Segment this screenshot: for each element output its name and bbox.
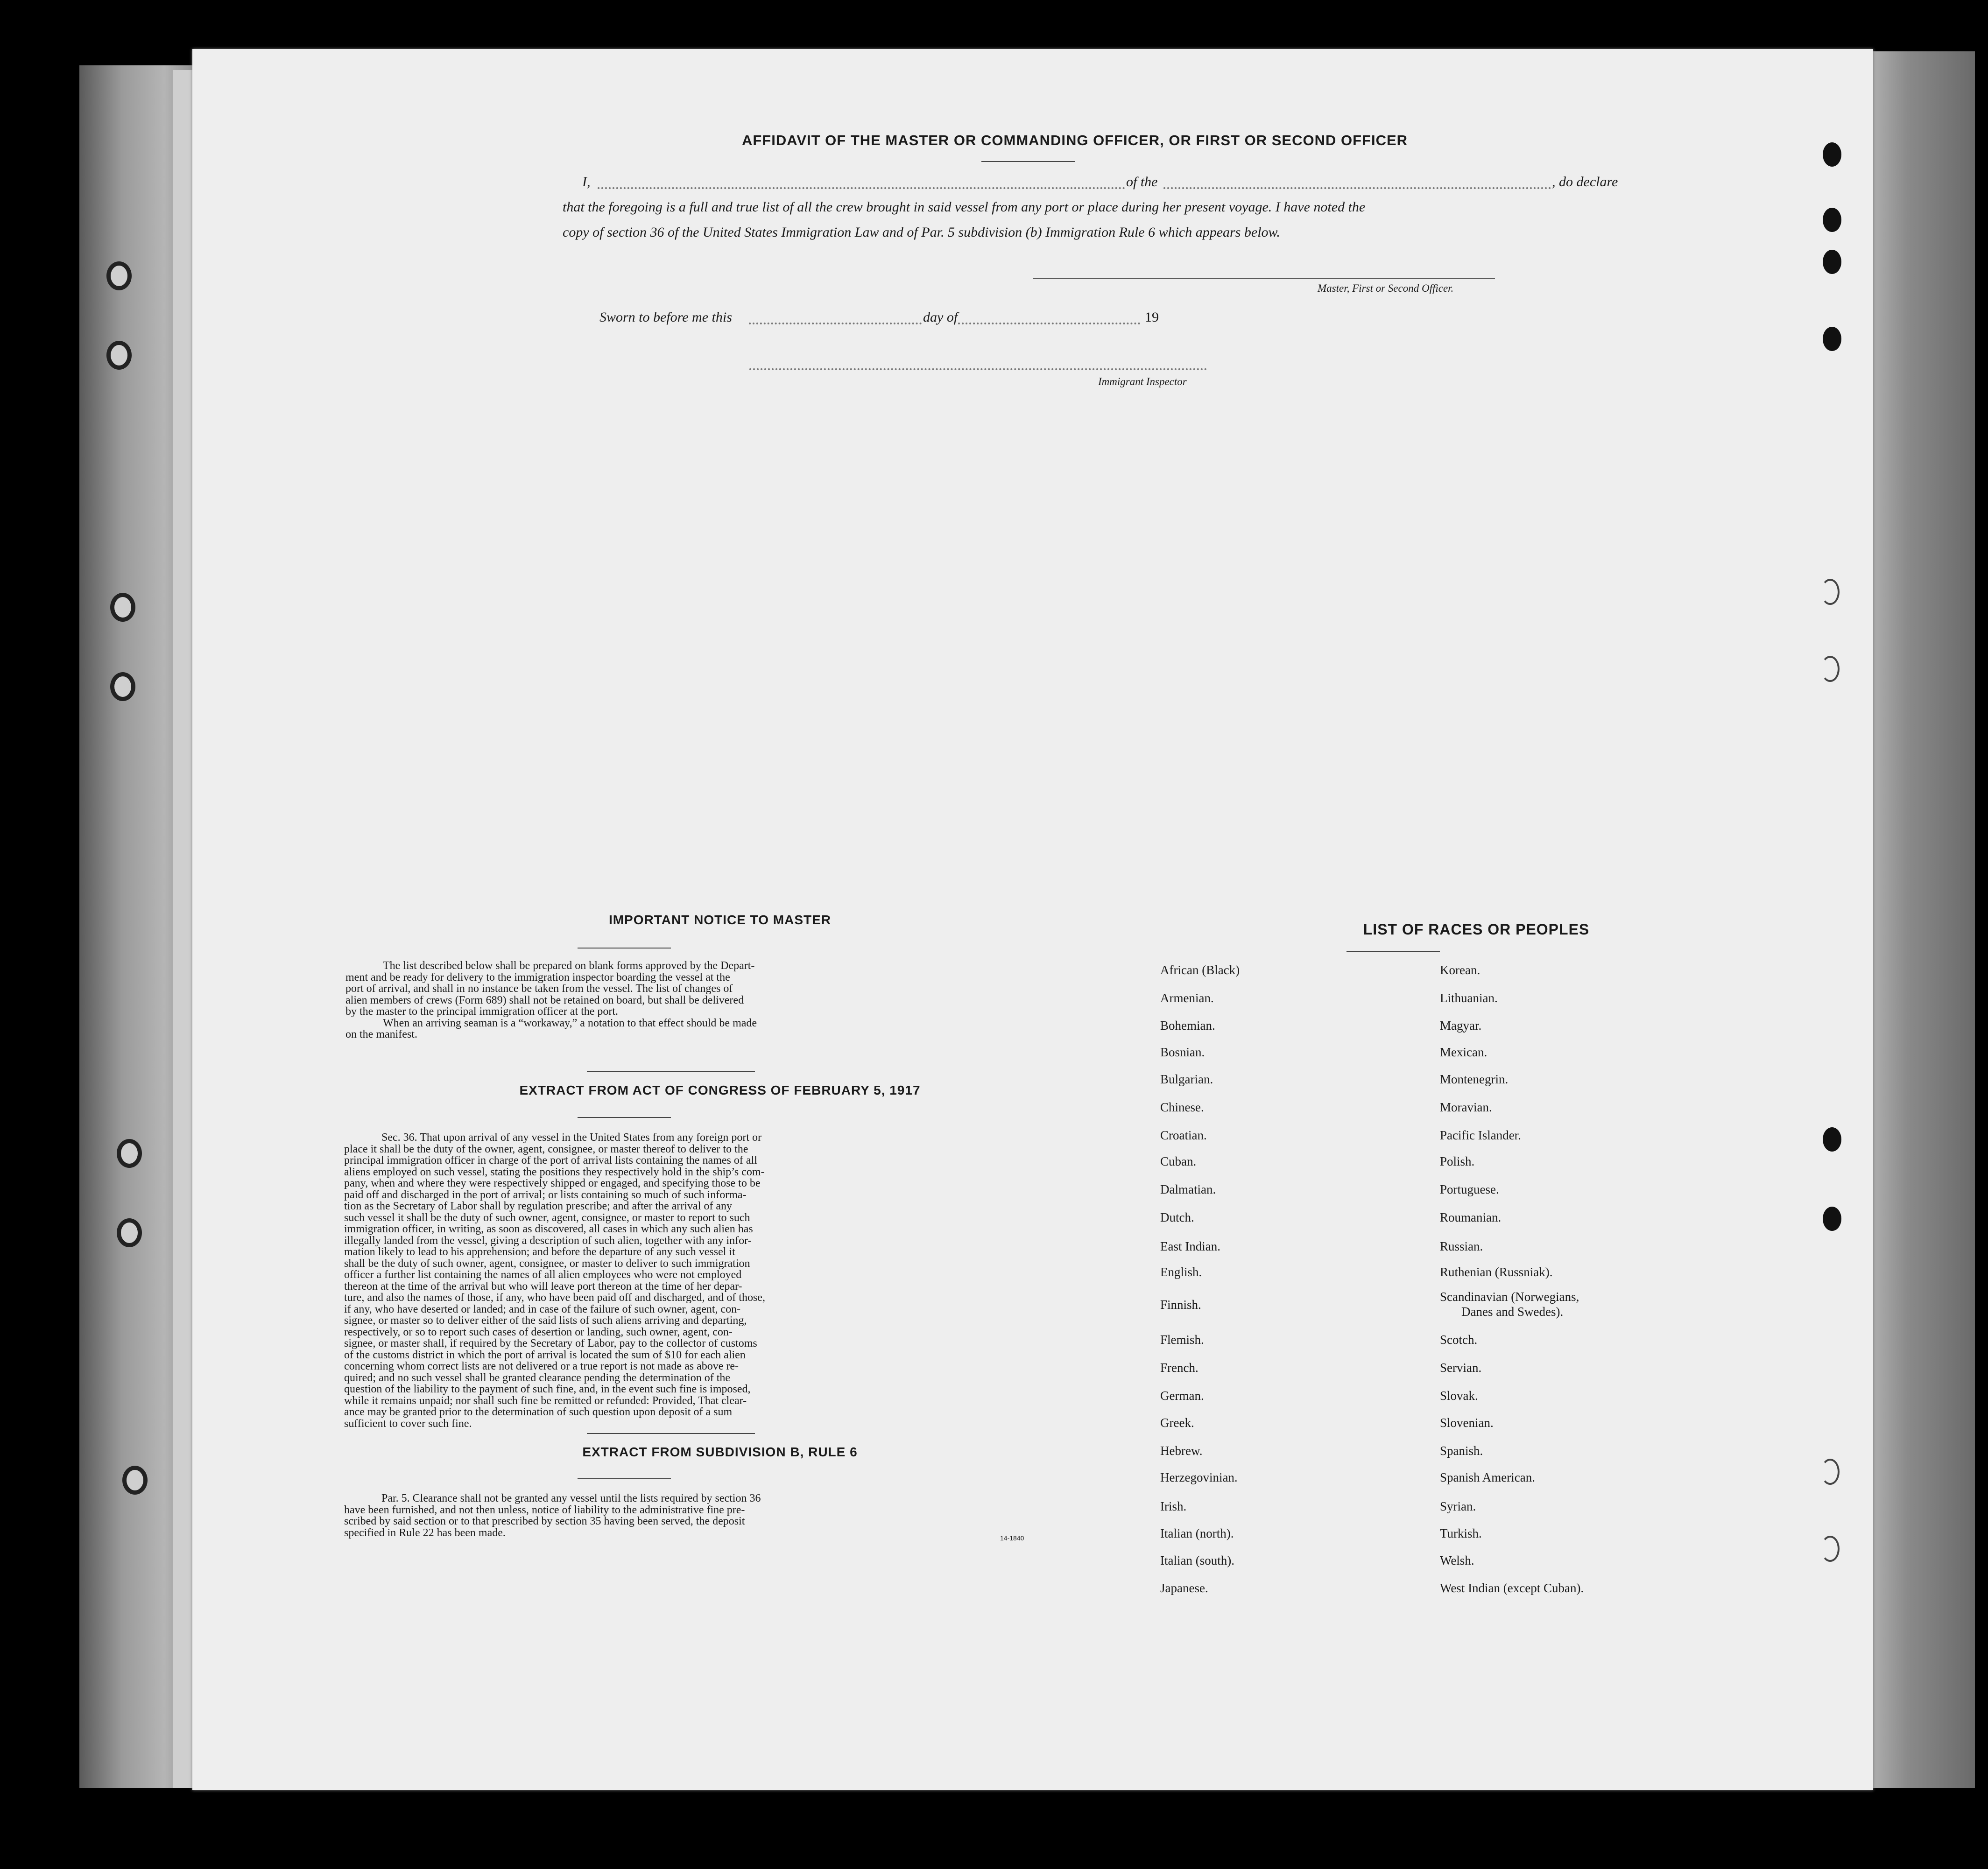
punch-hole-icon — [1823, 142, 1841, 167]
binder-ring-icon — [110, 593, 135, 622]
act-line: thereon at the time of the arrival but who will leave port thereon at the time of her depar- — [344, 1280, 742, 1293]
punch-hole-icon — [1821, 656, 1840, 682]
act-line: mation likely to lead to his apprehension; and before the departure of any such vessel it — [344, 1246, 735, 1258]
punch-hole-icon — [1823, 327, 1841, 351]
binder-ring-icon — [117, 1218, 142, 1247]
act-line: sufficient to cover such fine. — [344, 1417, 472, 1430]
act-line: while it remains unpaid; nor shall such fine be remitted or refunded: Provided, That clear- — [344, 1394, 747, 1407]
race-item: Dutch. — [1160, 1210, 1194, 1224]
act-line: immigration officer, in writing, as soon as discovered, all cases in which any such alien has — [344, 1223, 753, 1235]
sworn-year: 19 — [1145, 309, 1159, 325]
divider — [981, 161, 1075, 162]
race-item: Italian (north). — [1160, 1526, 1234, 1540]
race-item: Moravian. — [1440, 1100, 1492, 1114]
races-title: LIST OF RACES OR PEOPLES — [1363, 921, 1590, 938]
race-item: Bohemian. — [1160, 1019, 1215, 1033]
race-item: Russian. — [1440, 1239, 1483, 1253]
sworn-month-blank[interactable] — [958, 323, 1140, 324]
race-item: Cuban. — [1160, 1154, 1197, 1168]
act-line: place it shall be the duty of the owner, agent, consignee, or master thereof to deliver to the — [344, 1143, 748, 1155]
punch-hole-icon — [1823, 1127, 1841, 1152]
act-line: concerning whom correct lists are not delivered or a true report is not made as above re- — [344, 1360, 739, 1372]
race-item: Scotch. — [1440, 1333, 1478, 1347]
act-line: tion as the Secretary of Labor shall by regulation prescribe; and after the arrival of any — [344, 1200, 732, 1212]
divider — [578, 1478, 671, 1479]
act-line: pany, when and where they were respectively shipped or engaged, and specifying those to be — [344, 1177, 761, 1189]
act-line: paid off and discharged in the port of arrival; or lists containing so much of such informa- — [344, 1188, 747, 1201]
binder-edge-right — [1863, 51, 1975, 1788]
punch-hole-icon — [1823, 1207, 1841, 1231]
race-item-continuation: Danes and Swedes). — [1461, 1305, 1564, 1319]
binder-ring-icon — [110, 672, 135, 701]
act-line: respectively, or so to report such cases of desertion or landing, such owner, agent, con- — [344, 1326, 733, 1338]
race-item: Slovak. — [1440, 1389, 1478, 1403]
race-item: Syrian. — [1440, 1499, 1476, 1513]
race-item: Bulgarian. — [1160, 1072, 1213, 1086]
binder-ring-icon — [122, 1466, 148, 1495]
race-item: Mexican. — [1440, 1045, 1487, 1059]
extract-act-title: EXTRACT FROM ACT OF CONGRESS OF FEBRUARY 5, 1917 — [519, 1083, 921, 1097]
race-item: Hebrew. — [1160, 1444, 1203, 1458]
race-item: Herzegovinian. — [1160, 1470, 1238, 1484]
race-item: Magyar. — [1440, 1019, 1482, 1033]
affidavit-i: I, — [582, 174, 591, 190]
race-item: West Indian (except Cuban). — [1440, 1581, 1584, 1595]
race-item: Spanish American. — [1440, 1470, 1535, 1484]
notice-line: ment and be ready for delivery to the immigration inspector boarding the vessel at the — [345, 971, 730, 984]
act-line: ture, and also the names of those, if any, who have been paid off and discharged, and of those, — [344, 1292, 765, 1304]
race-item: Polish. — [1440, 1154, 1475, 1168]
act-line: question of the liability to the payment of such fine, and, in the event such fine is imposed, — [344, 1383, 751, 1395]
race-item: Dalmatian. — [1160, 1182, 1216, 1196]
act-line: Sec. 36. That upon arrival of any vessel in the United States from any foreign port or — [381, 1131, 762, 1144]
race-item: Montenegrin. — [1440, 1072, 1509, 1086]
divider — [1346, 951, 1440, 952]
extract-rule-title: EXTRACT FROM SUBDIVISION B, RULE 6 — [582, 1445, 858, 1459]
binder-ring-icon — [106, 341, 132, 370]
punch-hole-icon — [1821, 579, 1840, 605]
race-item: Italian (south). — [1160, 1553, 1234, 1567]
sworn-day-blank[interactable] — [749, 323, 922, 324]
race-item: Japanese. — [1160, 1581, 1208, 1595]
sworn-day-of: day of — [923, 309, 958, 325]
rule-line: specified in Rule 22 has been made. — [344, 1526, 506, 1539]
punch-hole-icon — [1821, 1459, 1840, 1485]
race-item: Pacific Islander. — [1440, 1128, 1521, 1142]
affidavit-title: AFFIDAVIT OF THE MASTER OR COMMANDING OFFICER, OR FIRST OR SECOND OFFICER — [741, 132, 1408, 148]
race-item: East Indian. — [1160, 1239, 1220, 1253]
race-item: Finnish. — [1160, 1298, 1201, 1312]
race-item: African (Black) — [1160, 963, 1240, 977]
notice-line: When an arriving seaman is a “workaway,” a notation to that effect should be made — [383, 1017, 757, 1029]
affidavit-line-2: that the foregoing is a full and true list of all the crew brought in said vessel from any port or place during her present voyage. I have noted the — [563, 199, 1366, 215]
race-item: Armenian. — [1160, 991, 1214, 1005]
race-item: Chinese. — [1160, 1100, 1204, 1114]
act-line: aliens employed on such vessel, stating the positions they respectively hold in the ship’s com- — [344, 1166, 765, 1178]
affidavit-line-3: copy of section 36 of the United States Immigration Law and of Par. 5 subdivision (b) Immigration Rule 6 which appears below. — [563, 225, 1280, 240]
race-item: Spanish. — [1440, 1444, 1483, 1458]
act-line: such vessel it shall be the duty of such owner, agent, consignee, or master to report to such — [344, 1211, 750, 1224]
vessel-blank[interactable] — [1163, 187, 1551, 189]
race-item: Flemish. — [1160, 1333, 1204, 1347]
race-item: Slovenian. — [1440, 1416, 1494, 1430]
sworn-prefix: Sworn to before me this — [599, 309, 732, 325]
binder-ring-icon — [117, 1139, 142, 1168]
race-item: Roumanian. — [1440, 1210, 1502, 1224]
name-blank[interactable] — [598, 187, 1125, 189]
notice-line: on the manifest. — [345, 1028, 417, 1040]
act-line: signee, or master shall, if required by the Secretary of Labor, pay to the collector of customs — [344, 1337, 757, 1349]
act-line: quired; and no such vessel shall be granted clearance pending the determination of the — [344, 1371, 731, 1384]
act-line: shall be the duty of such owner, agent, consignee, or master to deliver to such immigration — [344, 1257, 750, 1270]
race-item: Servian. — [1440, 1361, 1482, 1375]
notice-line: alien members of crews (Form 689) shall not be retained on board, but shall be delivered — [345, 994, 744, 1006]
form-number: 14-1840 — [1000, 1534, 1024, 1542]
notice-title: IMPORTANT NOTICE TO MASTER — [608, 913, 832, 927]
inspector-signature-line[interactable] — [749, 368, 1207, 370]
rule-line: Par. 5. Clearance shall not be granted any vessel until the lists required by section 36 — [381, 1492, 761, 1504]
affidavit-of-the: of the — [1126, 174, 1158, 190]
race-item: German. — [1160, 1389, 1204, 1403]
divider — [587, 1071, 755, 1072]
race-item: French. — [1160, 1361, 1198, 1375]
race-item: Lithuanian. — [1440, 991, 1498, 1005]
affidavit-declare: , do declare — [1552, 174, 1618, 190]
race-item: Welsh. — [1440, 1553, 1474, 1567]
rule-line: have been furnished, and not then unless, notice of liability to the administrative fine pre- — [344, 1504, 745, 1516]
race-item: Korean. — [1440, 963, 1480, 977]
divider — [578, 948, 671, 949]
punch-hole-icon — [1821, 1536, 1840, 1562]
notice-line: port of arrival, and shall in no instance be taken from the vessel. The list of changes of — [345, 983, 733, 995]
race-item: Greek. — [1160, 1416, 1194, 1430]
race-item: Turkish. — [1440, 1526, 1482, 1540]
extract-rule-body — [344, 1493, 1097, 1539]
race-item: Ruthenian (Russniak). — [1440, 1265, 1553, 1279]
notice-line: by the master to the principal immigration officer at the port. — [345, 1005, 619, 1018]
act-line: principal immigration officer in charge of the port of arrival lists containing the names of all — [344, 1154, 757, 1166]
act-line: of the customs district in which the port of arrival is located the sum of $10 for each alien — [344, 1349, 746, 1361]
act-line: ance may be granted prior to the determination of such question upon deposit of a sum — [344, 1406, 733, 1418]
act-line: if any, who have deserted or landed; and in case of the failure of such owner, agent, con- — [344, 1303, 741, 1315]
document-page — [192, 49, 1873, 1790]
binder-ring-icon — [106, 261, 132, 290]
punch-hole-icon — [1823, 250, 1841, 274]
extract-act-body — [344, 1132, 1097, 1429]
act-line: illegally landed from the vessel, giving a description of such alien, together with any infor- — [344, 1234, 752, 1247]
race-item: Croatian. — [1160, 1128, 1207, 1142]
race-item: English. — [1160, 1265, 1202, 1279]
signature-line[interactable] — [1033, 278, 1495, 279]
act-line: officer a further list containing the names of all alien employees who were not employed — [344, 1269, 742, 1281]
inspector-label: Immigrant Inspector — [1098, 376, 1187, 387]
punch-hole-icon — [1823, 208, 1841, 232]
race-item: Portuguese. — [1440, 1182, 1499, 1196]
rule-line: scribed by said section or to that prescribed by section 35 having been served, the deposit — [344, 1515, 745, 1527]
act-line: signee, or master so to deliver either of the said lists of such aliens arriving and departing, — [344, 1314, 747, 1327]
race-item: Irish. — [1160, 1499, 1187, 1513]
notice-paragraph-1 — [345, 960, 1095, 1040]
divider — [578, 1117, 671, 1118]
race-item: Bosnian. — [1160, 1045, 1205, 1059]
race-item: Scandinavian (Norwegians, — [1440, 1290, 1579, 1304]
signature-label: Master, First or Second Officer. — [1318, 282, 1454, 294]
divider — [587, 1433, 755, 1434]
notice-line: The list described below shall be prepared on blank forms approved by the Depart- — [383, 960, 755, 972]
